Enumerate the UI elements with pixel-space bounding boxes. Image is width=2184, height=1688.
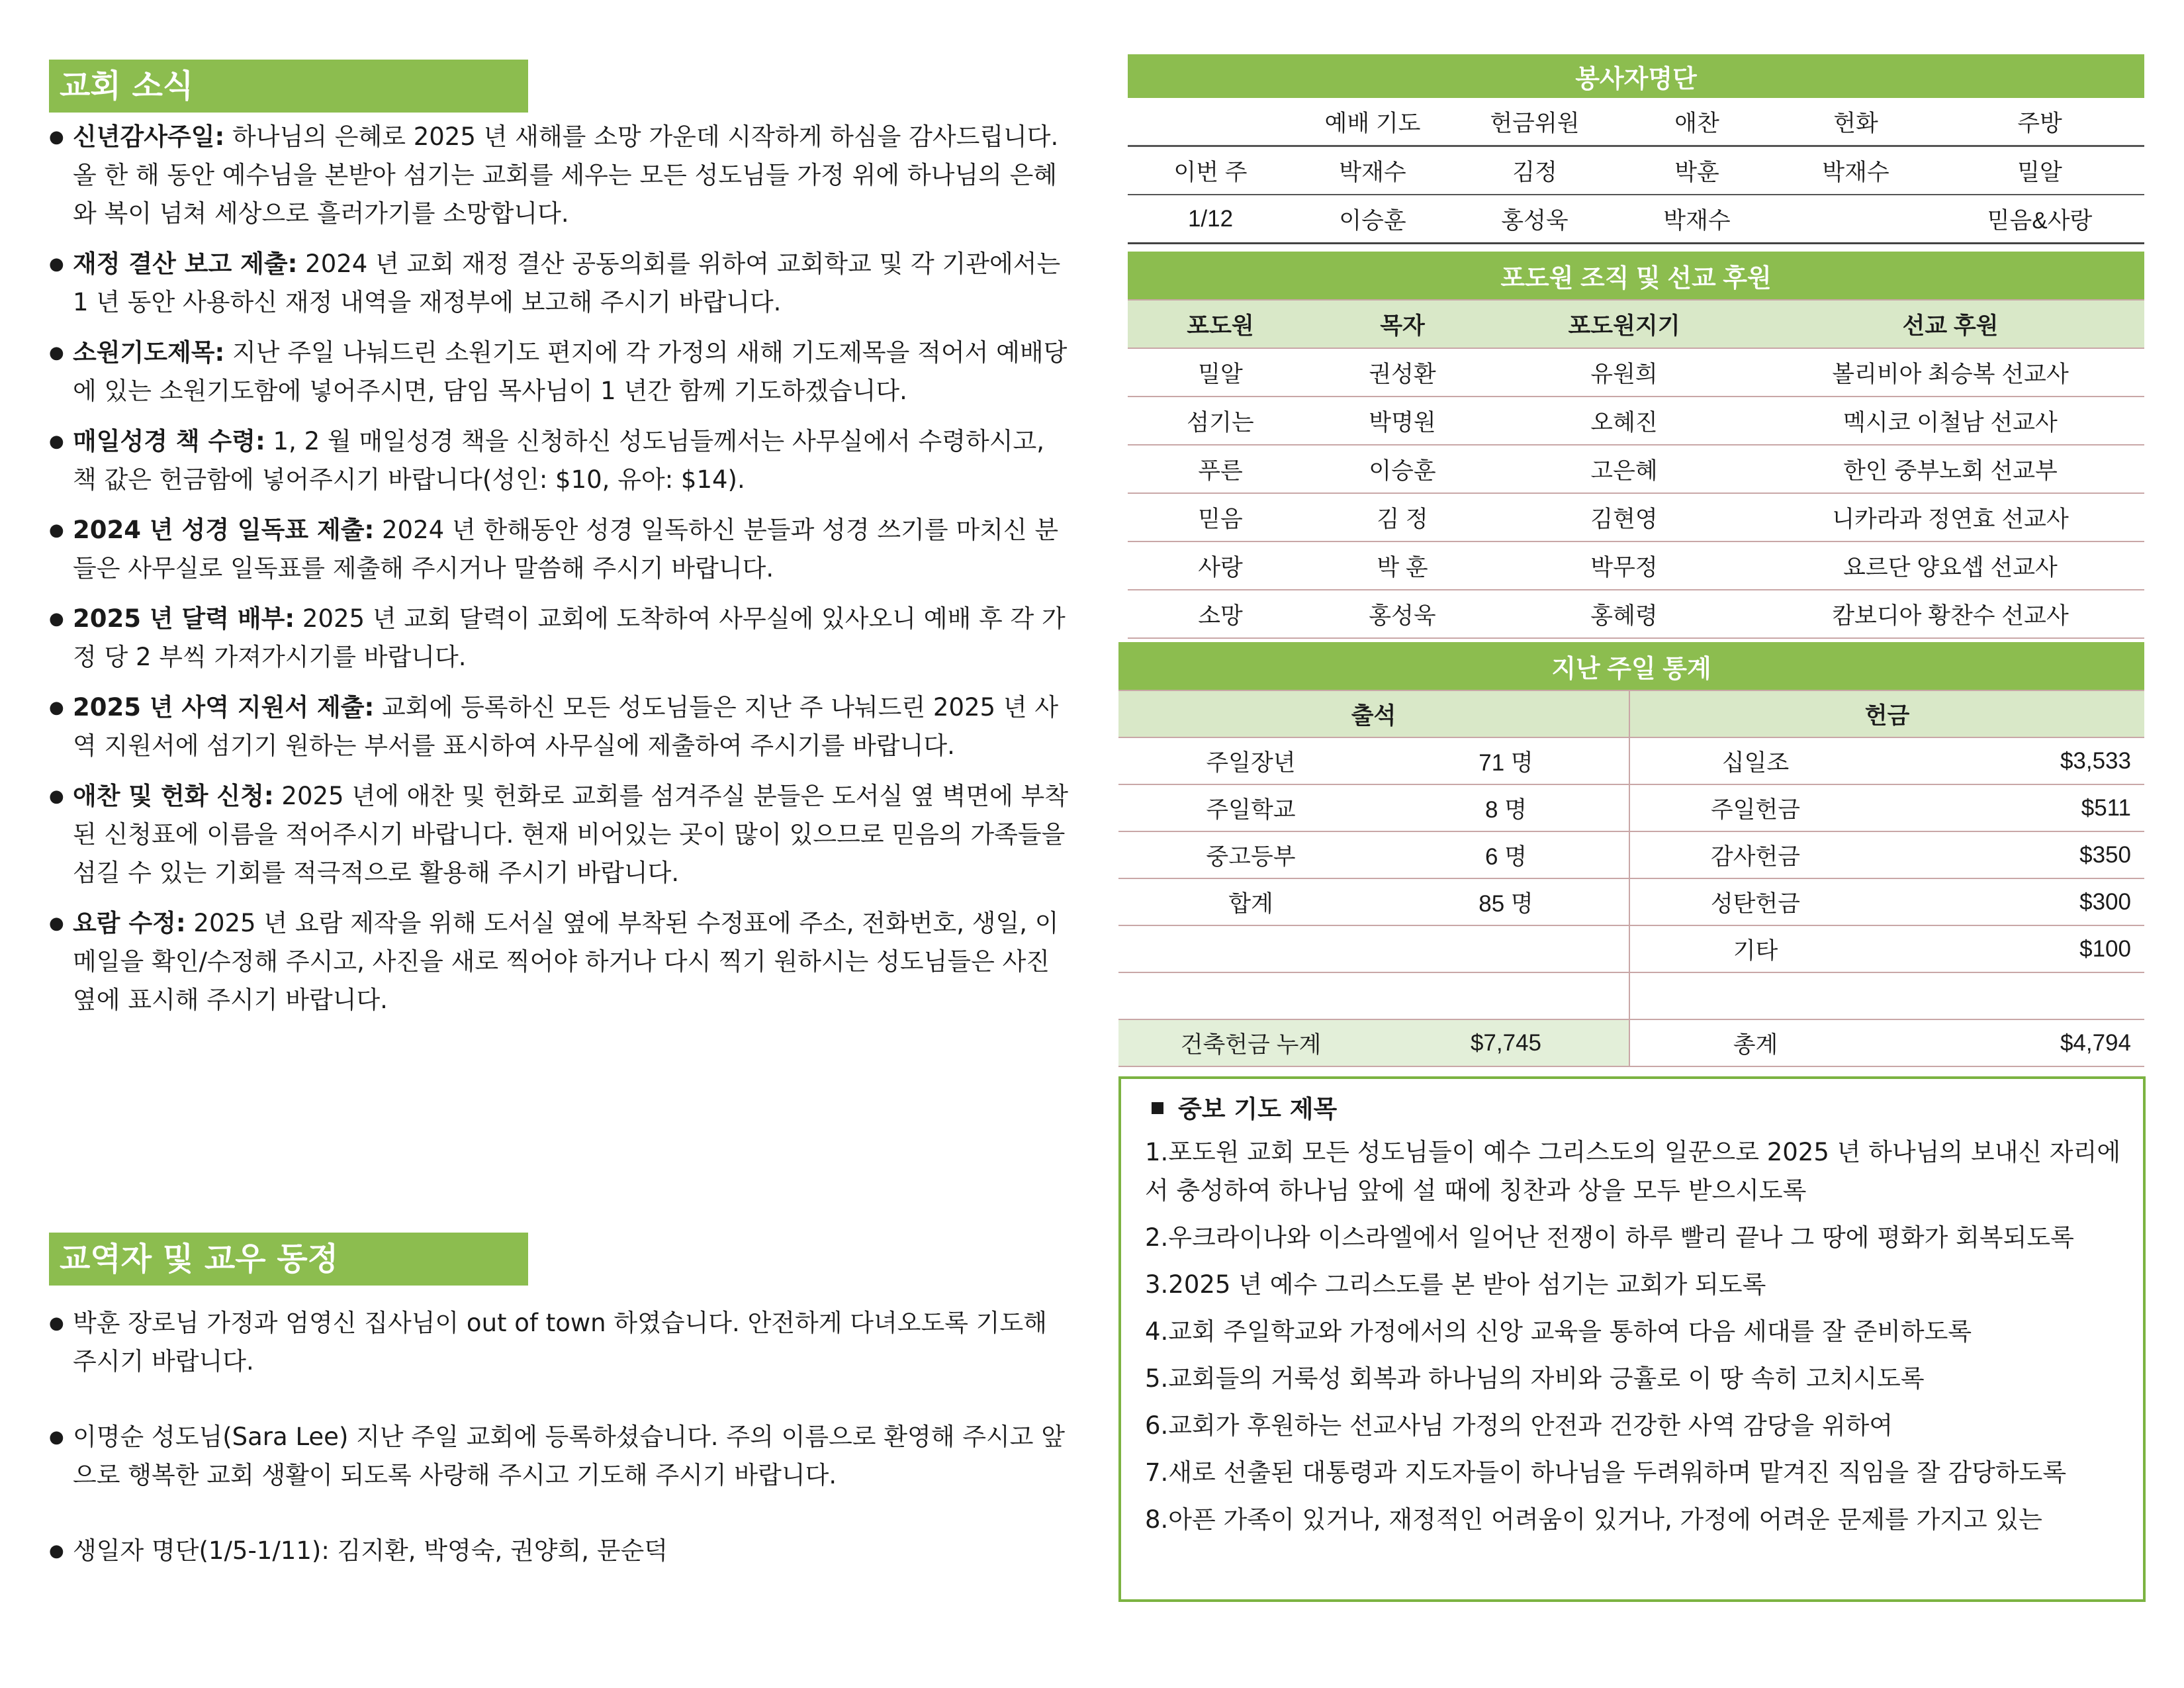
vineyard-cell: 오혜진 [1492, 397, 1756, 445]
stats-cell: 기타 [1629, 925, 1881, 972]
offering-total-label: 총계 [1629, 1019, 1881, 1066]
news-section-title: 교회 소식 [49, 60, 528, 113]
volunteer-table [1128, 54, 2144, 244]
vineyard-cell: 홍혜령 [1492, 590, 1756, 638]
news-item-text: 교회에 등록하신 모든 성도님들은 지난 주 나눠드린 2025 년 사역 지원서에 섬기기 원하는 부서를 표시하여 사무실에 제출하여 주시기를 바랍니다. [73, 693, 1059, 760]
news-item-title: 재정 결산 보고 제출: [73, 250, 298, 278]
volunteer-header: 애찬 [1617, 98, 1776, 146]
fellowship-item: ● 생일자 명단(1/5-1/11): 김지환, 박영숙, 권양희, 문순덕 [49, 1532, 1068, 1570]
vineyard-cell: 박무정 [1492, 541, 1756, 590]
stats-row [1118, 925, 2144, 972]
vineyard-cell: 김현영 [1492, 493, 1756, 541]
square-bullet-icon [1152, 1102, 1163, 1114]
prayer-item: 1.포도원 교회 모든 성도님들이 예수 그리스도의 일꾼으로 2025 년 하나님의 보내신 자리에서 충성하여 하나님 앞에 설 때에 칭찬과 상을 모두 받으시도록 [1145, 1138, 2121, 1205]
stats-cell: 주일학교 [1118, 784, 1383, 831]
volunteer-cell: 밀알 [1935, 146, 2144, 195]
stats-cell: 6 명 [1383, 831, 1629, 878]
volunteer-title: 봉사자명단 [1128, 54, 2144, 98]
vineyard-cell: 멕시코 이철남 선교사 [1756, 397, 2144, 445]
vineyard-title: 포도원 조직 및 선교 후원 [1128, 252, 2144, 300]
offering-total-value: $4,794 [1881, 1019, 2144, 1066]
building-fund-label: 건축헌금 누계 [1118, 1019, 1383, 1066]
vineyard-cell: 요르단 양요셉 선교사 [1756, 541, 2144, 590]
news-item [49, 777, 1068, 892]
stats-title: 지난 주일 통계 [1118, 642, 2144, 690]
volunteer-header: 헌금위원 [1452, 98, 1617, 146]
volunteer-cell: 이승훈 [1293, 195, 1452, 244]
vineyard-row [1128, 541, 2144, 590]
stats-cell [1118, 972, 1383, 1019]
stats-cell [1629, 972, 1881, 1019]
news-item-title: 2025 년 사역 지원서 제출: [73, 693, 375, 722]
vineyard-cell: 박명원 [1313, 397, 1492, 445]
news-item-text: 2025 년 교회 달력이 교회에 도착하여 사무실에 있사오니 예배 후 각 가정 당 2 부씩 가져가시기를 바랍니다. [73, 604, 1066, 671]
fellowship-item: ● 박훈 장로님 가정과 엄영신 집사님이 out of town 하였습니다. 안전하게 다녀오도록 기도해 주시기 바랍니다. [49, 1304, 1068, 1381]
vineyard-row [1128, 590, 2144, 638]
news-item-text: 하나님의 은혜로 2025 년 새해를 소망 가운데 시작하게 하심을 감사드립니다. 올 한 해 동안 예수님을 본받아 섬기는 교회를 세우는 모든 성도님들 가정 위에 하나님의 은혜와 복이 넘쳐 세상으로 흘러가기를 소망합니다. [73, 122, 1059, 228]
stats-cell: 8 명 [1383, 784, 1629, 831]
stats-cell: 합계 [1118, 878, 1383, 925]
prayer-title: 중보 기도 제목 [1178, 1095, 1338, 1123]
volunteer-row [1128, 195, 2144, 244]
stats-cell: 71 명 [1383, 737, 1629, 784]
stats-cell: 85 명 [1383, 878, 1629, 925]
offering-header: 헌금 [1629, 690, 2144, 737]
volunteer-cell: 박재수 [1776, 146, 1935, 195]
vineyard-header: 목자 [1313, 300, 1492, 348]
news-item [49, 511, 1068, 588]
vineyard-table [1128, 252, 2144, 639]
prayer-box [1118, 1076, 2146, 1602]
stats-cell: 중고등부 [1118, 831, 1383, 878]
stats-cell [1881, 972, 2144, 1019]
vineyard-row [1128, 397, 2144, 445]
fellowship-item: ● 이명순 성도님(Sara Lee) 지난 주일 교회에 등록하셨습니다. 주의 이름으로 환영해 주시고 앞으로 행복한 교회 생활이 되도록 사랑해 주시고 기도해 주시기 바랍니다. [49, 1418, 1068, 1495]
stats-row [1118, 831, 2144, 878]
stats-cell [1383, 925, 1629, 972]
volunteer-header: 예배 기도 [1293, 98, 1452, 146]
stats-row [1118, 878, 2144, 925]
news-item-title: 요람 수정: [73, 909, 186, 937]
news-item-title: 2025 년 달력 배부: [73, 604, 295, 633]
news-item-title: 애찬 및 헌화 신청: [73, 782, 274, 810]
news-item-text: 2024 년 한해동안 성경 일독하신 분들과 성경 쓰기를 마치신 분들은 사무실로 일독표를 제출해 주시거나 말씀해 주시기 바랍니다. [73, 516, 1059, 583]
volunteer-row [1128, 146, 2144, 195]
vineyard-cell: 박 훈 [1313, 541, 1492, 590]
news-list [49, 118, 1068, 1019]
volunteer-cell: 김정 [1452, 146, 1617, 195]
stats-row [1118, 972, 2144, 1019]
stats-cell: 십일조 [1629, 737, 1881, 784]
vineyard-cell: 사랑 [1128, 541, 1313, 590]
news-item-title: 소원기도제목: [73, 338, 225, 367]
prayer-item: 8.아픈 가족이 있거나, 재정적인 어려움이 있거나, 가정에 어려운 문제를 가지고 있는 [1145, 1505, 2042, 1534]
vineyard-cell: 권성환 [1313, 348, 1492, 397]
news-item-title: 2024 년 성경 일독표 제출: [73, 516, 375, 544]
stats-total-row [1118, 1019, 2144, 1066]
stats-cell: $350 [1881, 831, 2144, 878]
prayer-item: 4.교회 주일학교와 가정에서의 신앙 교육을 통하여 다음 세대를 잘 준비하도록 [1145, 1317, 1972, 1346]
volunteer-cell: 박훈 [1617, 146, 1776, 195]
stats-cell: $511 [1881, 784, 2144, 831]
news-item [49, 334, 1068, 410]
volunteer-cell: 이번 주 [1128, 146, 1293, 195]
vineyard-cell: 유원희 [1492, 348, 1756, 397]
vineyard-cell: 섬기는 [1128, 397, 1313, 445]
vineyard-cell: 고은혜 [1492, 445, 1756, 493]
news-item [49, 245, 1068, 322]
vineyard-cell: 볼리비아 최승복 선교사 [1756, 348, 2144, 397]
fellowship-list [49, 1304, 1068, 1570]
news-item-text: 1, 2 월 매일성경 책을 신청하신 성도님들께서는 사무실에서 수령하시고, 책 값은 헌금함에 넣어주시기 바랍니다(성인: $10, 유아: $14). [73, 427, 1044, 494]
news-item [49, 118, 1068, 233]
news-item [49, 422, 1068, 499]
news-item-title: 신년감사주일: [73, 122, 225, 151]
volunteer-cell: 1/12 [1128, 195, 1293, 244]
news-item-text: 2024 년 교회 재정 결산 공동의회를 위하여 교회학교 및 각 기관에서는 1 년 동안 사용하신 재정 내역을 재정부에 보고해 주시기 바랍니다. [73, 250, 1061, 316]
volunteer-cell: 박재수 [1293, 146, 1452, 195]
fellowship-section-title: 교역자 및 교우 동정 [49, 1233, 528, 1286]
news-item [49, 688, 1068, 765]
stats-cell: $300 [1881, 878, 2144, 925]
volunteer-header [1128, 98, 1293, 146]
news-item-text: 지난 주일 나눠드린 소원기도 편지에 각 가정의 새해 기도제목을 적어서 예배당에 있는 소원기도함에 넣어주시면, 담임 목사님이 1 년간 함께 기도하겠습니다. [73, 338, 1068, 405]
vineyard-header: 선교 후원 [1756, 300, 2144, 348]
vineyard-row [1128, 348, 2144, 397]
stats-cell: $100 [1881, 925, 2144, 972]
stats-table [1118, 642, 2144, 1067]
prayer-item: 3.2025 년 예수 그리스도를 본 받아 섬기는 교회가 되도록 [1145, 1270, 1766, 1299]
vineyard-cell: 홍성욱 [1313, 590, 1492, 638]
vineyard-row [1128, 493, 2144, 541]
vineyard-row [1128, 445, 2144, 493]
volunteer-cell: 홍성욱 [1452, 195, 1617, 244]
volunteer-header: 주방 [1935, 98, 2144, 146]
news-item [49, 600, 1068, 677]
stats-cell: 주일헌금 [1629, 784, 1881, 831]
vineyard-cell: 밀알 [1128, 348, 1313, 397]
stats-cell: 주일장년 [1118, 737, 1383, 784]
stats-cell: 성탄헌금 [1629, 878, 1881, 925]
volunteer-cell: 믿음&사랑 [1935, 195, 2144, 244]
stats-cell [1118, 925, 1383, 972]
vineyard-header: 포도원 [1128, 300, 1313, 348]
vineyard-cell: 캄보디아 황찬수 선교사 [1756, 590, 2144, 638]
stats-cell: 감사헌금 [1629, 831, 1881, 878]
vineyard-cell: 김 정 [1313, 493, 1492, 541]
stats-row [1118, 784, 2144, 831]
volunteer-cell [1776, 195, 1935, 244]
prayer-item: 5.교회들의 거룩성 회복과 하나님의 자비와 긍휼로 이 땅 속히 고치시도록 [1145, 1364, 1925, 1393]
stats-cell: $3,533 [1881, 737, 2144, 784]
prayer-item: 7.새로 선출된 대통령과 지도자들이 하나님을 두려워하며 맡겨진 직임을 잘 감당하도록 [1145, 1458, 2067, 1487]
vineyard-cell: 이승훈 [1313, 445, 1492, 493]
stats-row [1118, 737, 2144, 784]
news-item [49, 904, 1068, 1019]
prayer-item: 2.우크라이나와 이스라엘에서 일어난 전쟁이 하루 빨리 끝나 그 땅에 평화가 회복되도록 [1145, 1223, 2074, 1252]
vineyard-cell: 한인 중부노회 선교부 [1756, 445, 2144, 493]
news-item-text: 2025 년 요람 제작을 위해 도서실 옆에 부착된 수정표에 주소, 전화번호, 생일, 이메일을 확인/수정해 주시고, 사진을 새로 찍어야 하거나 다시 찍기 원하시는 성도님들은 사진 옆에 표시해 주시기 바랍니다. [73, 909, 1059, 1014]
news-item-title: 매일성경 책 수령: [73, 427, 265, 455]
vineyard-header: 포도원지기 [1492, 300, 1756, 348]
vineyard-cell: 니카라과 정연효 선교사 [1756, 493, 2144, 541]
building-fund-value: $7,745 [1383, 1019, 1629, 1066]
vineyard-cell: 믿음 [1128, 493, 1313, 541]
prayer-heading [1152, 1091, 2123, 1128]
news-item-text: 2025 년에 애찬 및 헌화로 교회를 섬겨주실 분들은 도서실 옆 벽면에 부착된 신청표에 이름을 적어주시기 바랍니다. 현재 비어있는 곳이 많이 있으므로 믿음의 가족들을 섬길 수 있는 기회를 적극적으로 활용해 주시기 바랍니다. [73, 782, 1068, 887]
prayer-list [1145, 1133, 2123, 1539]
stats-cell [1383, 972, 1629, 1019]
volunteer-cell: 박재수 [1617, 195, 1776, 244]
vineyard-cell: 소망 [1128, 590, 1313, 638]
volunteer-header: 헌화 [1776, 98, 1935, 146]
prayer-item: 6.교회가 후원하는 선교사님 가정의 안전과 건강한 사역 감당을 위하여 [1145, 1411, 1893, 1440]
vineyard-cell: 푸른 [1128, 445, 1313, 493]
attendance-header: 출석 [1118, 690, 1629, 737]
